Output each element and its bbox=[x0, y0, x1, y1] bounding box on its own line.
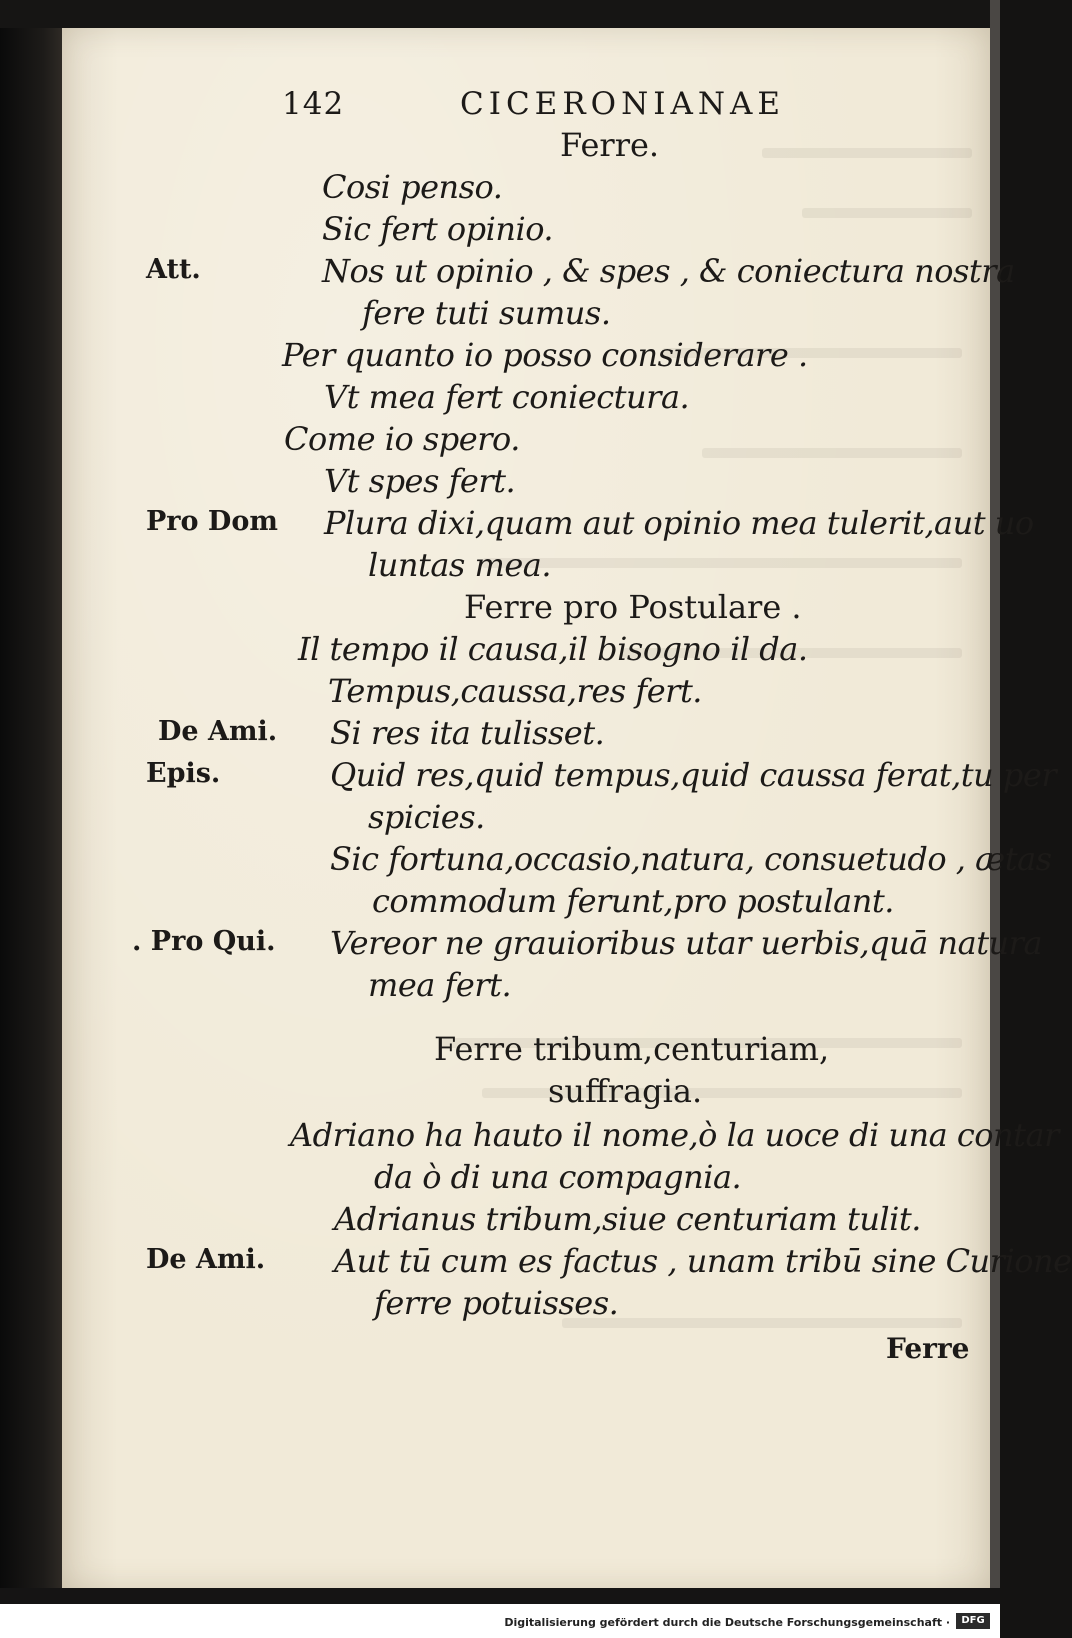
text-line: Si res ita tulisset. bbox=[330, 714, 605, 752]
bleed-through bbox=[802, 208, 972, 218]
margin-reference: Pro Dom bbox=[146, 506, 278, 537]
catchword: Ferre bbox=[886, 1332, 970, 1365]
text-line: mea fert. bbox=[368, 966, 512, 1004]
text-line: da ò di una compagnia. bbox=[374, 1158, 742, 1196]
book-page bbox=[62, 28, 1072, 1588]
margin-reference: De Ami. bbox=[146, 1244, 266, 1275]
margin-reference: Epis. bbox=[146, 758, 221, 789]
text-line: Come io spero. bbox=[284, 420, 520, 458]
margin-reference: . Pro Qui. bbox=[132, 926, 276, 957]
bleed-through bbox=[762, 148, 972, 158]
text-line: Cosi penso. bbox=[322, 168, 503, 206]
text-line: luntas mea. bbox=[368, 546, 552, 584]
text-line: Vereor ne grauioribus utar uerbis,quā natura bbox=[330, 924, 1043, 962]
footer-credit: Digitalisierung gefördert durch die Deutsche Forschungsgemeinschaft · bbox=[504, 1616, 950, 1629]
text-line: Il tempo il causa,il bisogno il da. bbox=[298, 630, 808, 668]
text-line: Plura dixi,quam aut opinio mea tulerit,aut uo bbox=[324, 504, 1034, 542]
margin-reference: Att. bbox=[146, 254, 201, 285]
text-line: spicies. bbox=[368, 798, 485, 836]
text-line: Vt mea fert coniectura. bbox=[324, 378, 690, 416]
bleed-through bbox=[482, 558, 962, 568]
text-line: Adrianus tribum,siue centuriam tulit. bbox=[334, 1200, 921, 1238]
text-line: Aut tū cum es factus , unam tribū sine Curione bbox=[334, 1242, 1072, 1280]
book-binding-shadow bbox=[0, 0, 62, 1638]
text-line: Tempus,caussa,res fert. bbox=[328, 672, 702, 710]
text-line: commodum ferunt,pro postulant. bbox=[372, 882, 894, 920]
text-line: Sic fortuna,occasio,natura, consuetudo , ætas bbox=[330, 840, 1052, 878]
page-number: 142 bbox=[282, 86, 345, 122]
subsection-title: Ferre tribum,centuriam, bbox=[434, 1030, 830, 1068]
dfg-logo: DFG bbox=[956, 1613, 990, 1629]
text-line: Sic fert opinio. bbox=[322, 210, 554, 248]
text-line: Adriano ha hauto il nome,ò la uoce di una contar bbox=[290, 1116, 1059, 1154]
text-line: fere tuti sumus. bbox=[362, 294, 611, 332]
bleed-through bbox=[562, 1318, 962, 1328]
scan-right-edge bbox=[990, 0, 1000, 1638]
text-line: Per quanto io posso considerare . bbox=[282, 336, 808, 374]
scan-top-edge bbox=[0, 0, 1000, 28]
subsection-title: suffragia. bbox=[548, 1072, 703, 1110]
text-line: ferre potuisses. bbox=[374, 1284, 619, 1322]
running-head: CICERONIANAE bbox=[460, 86, 785, 122]
margin-reference: De Ami. bbox=[158, 716, 278, 747]
bleed-through bbox=[702, 448, 962, 458]
text-line: Vt spes fert. bbox=[324, 462, 516, 500]
text-line: Quid res,quid tempus,quid caussa ferat,tu per bbox=[330, 756, 1057, 794]
section-title: Ferre. bbox=[560, 126, 660, 164]
subsection-title: Ferre pro Postulare . bbox=[464, 588, 802, 626]
text-line: Nos ut opinio , & spes , & coniectura nostra bbox=[322, 252, 1015, 290]
